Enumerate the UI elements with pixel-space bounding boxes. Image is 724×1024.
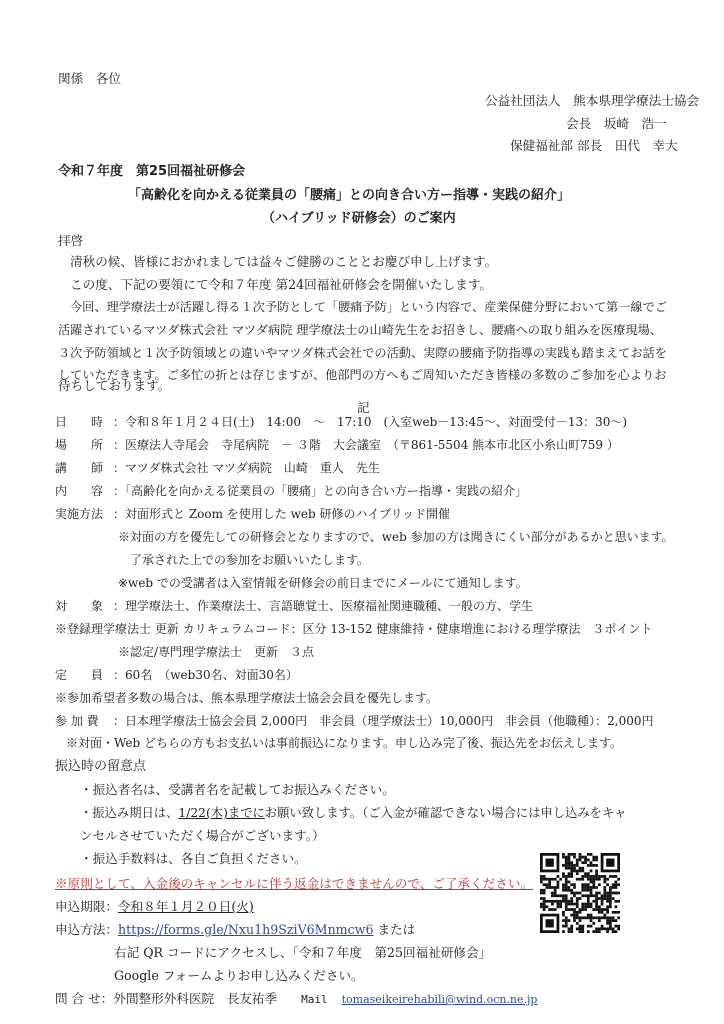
refund-notice: ※原則として、入金後のキャンセルに伴う返金はできませんので、ご了承ください。 <box>55 876 534 891</box>
label: 参 加 費 <box>55 714 99 728</box>
transfer-heading: 振込時の留意点 <box>55 759 147 774</box>
body-line: ３次予防領域と１次予防領域との違いやマツダ株式会社での活動、実際の腰痛予防指導の実践も踏まえてお話を <box>58 346 667 360</box>
body-line: この度、下記の要領にて令和７年度 第24回福祉研修会を開催いたします。 <box>70 277 493 292</box>
contact-name: 外間整形外科医院 長友祐季 <box>113 991 278 1006</box>
mail-label: Mail <box>301 993 328 1006</box>
value: 医療法人寺尾会 寺尾病院 － ３階 大会議室 （〒861-5504 熊本市北区小糸山町759 ） <box>125 438 619 452</box>
detail-method: 実施方法 ：対面形式と Zoom を使用した web 研修のハイブリッド開催 <box>55 507 451 521</box>
label: 内 容 <box>55 484 104 498</box>
label: 日 時 <box>55 415 104 429</box>
label: 講 師 <box>55 461 104 475</box>
points-registered: ※登録理学療法士 更新 カリキュラムコード：区分 13-152 健康維持・健康増進における理学療法 ３ポイント <box>55 622 653 636</box>
label: 対 象 <box>55 599 104 613</box>
text: ・振込み期日は、 <box>80 806 179 820</box>
body-line: 清秋の候、皆様におかれましては益々ご健勝のこととお慶び申し上げます。 <box>70 254 498 269</box>
label: 申込方法： <box>55 922 118 937</box>
apply-qr-note: 右記 QR コードにアクセスし、「令和７年度 第25回福祉研修会」 <box>114 945 492 960</box>
points-certified: ※認定/専門理学療法士 更新 ３点 <box>118 645 315 659</box>
apply-deadline <box>55 899 254 915</box>
sender-department: 保健福祉部 部長 田代 幸大 <box>510 138 678 153</box>
detail-capacity: 定 員 ：60名 （web30名、対面30名） <box>55 668 298 682</box>
value: 「高齢化を向かえる従業員の「腰痛」との向き合い方ー指導・実践の紹介」 <box>125 484 528 498</box>
transfer-bullet <box>80 805 627 821</box>
label: 問 合 せ： <box>55 991 114 1006</box>
event-subtitle-2: （ハイブリッド研修会）のご案内 <box>262 211 456 226</box>
transfer-due-date: 1/22(木)までに <box>178 806 265 820</box>
value: 令和８年１月２４日(土) 14:00 ～ 17:10 (入室web－13:45～、対面受付－13：30～) <box>125 415 628 429</box>
deadline-date: 令和８年１月２０日(火) <box>117 899 254 914</box>
contact <box>55 991 537 1008</box>
body-line: 活躍されているマツダ株式会社 マツダ病院 理学療法士の山崎先生をお招きし、腰痛への取り組みを医療現場、 <box>58 323 662 337</box>
addressee: 関係 各位 <box>58 71 121 86</box>
label: 申込期限： <box>55 899 118 914</box>
priority-note: ※参加希望者多数の場合は、熊本県理学療法士協会会員を優先します。 <box>55 691 439 705</box>
method-note: ※web での受講者は入室情報を研修会の前日までにメールにて通知します。 <box>118 576 528 590</box>
value: 日本理学療法士協会会員 2,000円 非会員（理学療法士）10,000円 非会員（他職種）：2,000円 <box>125 714 654 728</box>
value: 理学療法士、作業療法士、言語聴覚士、医療福祉関連職種、一般の方、学生 <box>125 599 534 613</box>
body-line: 待ちしております。 <box>58 378 171 393</box>
text: または <box>373 922 416 937</box>
detail-place: 場 所 ：医療法人寺尾会 寺尾病院 － ３階 大会議室 （〒861-5504 熊本市北区小糸山町759 ） <box>55 438 619 452</box>
detail-lecturer: 講 師 ：マツダ株式会社 マツダ病院 山崎 重人 先生 <box>55 461 380 475</box>
label: 定 員 <box>55 668 104 682</box>
body-line: していただきます。ご多忙の折とは存じますが、他部門の方へもご周知いただき皆様の多数のご参加を心よりお <box>58 368 667 382</box>
apply-google-note: Google フォームよりお申し込みください。 <box>114 968 364 983</box>
transfer-bullet: ・振込手数料は、各自ご負担ください。 <box>80 851 307 866</box>
body-line: 今回、理学療法士が活躍し得る１次予防として「腰痛予防」という内容で、産業保健分野において第一線でご <box>70 300 667 314</box>
detail-content: 内 容 ：「高齢化を向かえる従業員の「腰痛」との向き合い方ー指導・実践の紹介」 <box>55 484 528 498</box>
greeting: 拝啓 <box>58 233 84 248</box>
qr-code[interactable] <box>540 853 620 933</box>
email-link[interactable]: tomaseikeirehabili@wind.ocn.ne.jp <box>341 993 538 1006</box>
label: 場 所 <box>55 438 104 452</box>
method-note: 了承された上での参加をお願いいたします。 <box>130 553 370 567</box>
value: マツダ株式会社 マツダ病院 山崎 重人 先生 <box>125 461 380 475</box>
detail-fee: 参 加 費 ：日本理学療法士協会会員 2,000円 非会員（理学療法士）10,000円 非会員（他職種）：2,000円 <box>55 714 654 728</box>
value: 60名 （web30名、対面30名） <box>125 668 298 682</box>
sender-organization: 公益社団法人 熊本県理学療法士協会 <box>485 93 700 108</box>
detail-target: 対 象 ：理学療法士、作業療法士、言語聴覚士、医療福祉関連職種、一般の方、学生 <box>55 599 534 613</box>
value: 対面形式と Zoom を使用した web 研修のハイブリッド開催 <box>125 507 451 521</box>
sender-president: 会長 坂崎 浩一 <box>566 116 667 131</box>
ki-heading: 記 <box>357 400 370 415</box>
form-link[interactable]: https://forms.gle/Nxu1h9SziV6Mnmcw6 <box>117 922 374 937</box>
apply-method <box>55 922 415 938</box>
event-title: 令和７年度 第25回福祉研修会 <box>58 164 246 179</box>
text: お願い致します。（ご入金が確認できない場合には申し込みをキャ <box>264 806 627 820</box>
fee-note: ※対面・Web どちらの方もお支払いは事前振込になります。申し込み完了後、振込先をお伝えします。 <box>66 736 623 750</box>
event-subtitle: 「高齢化を向かえる従業員の「腰痛」との向き合い方ー指導・実践の紹介」 <box>128 188 571 203</box>
detail-datetime: 日 時 ：令和８年１月２４日(土) 14:00 ～ 17:10 (入室web－13:45～、対面受付－13：30～) <box>55 415 628 429</box>
transfer-bullet: ・振込者名は、受講者名を記載してお振込みください。 <box>80 782 395 797</box>
method-note: ※対面の方を優先しての研修会となりますので、web 参加の方は聞きにくい部分があるかと思います。 <box>118 530 674 544</box>
transfer-bullet-cont: ンセルさせていただく場合がございます。） <box>80 828 325 843</box>
label: 実施方法 <box>55 507 104 521</box>
